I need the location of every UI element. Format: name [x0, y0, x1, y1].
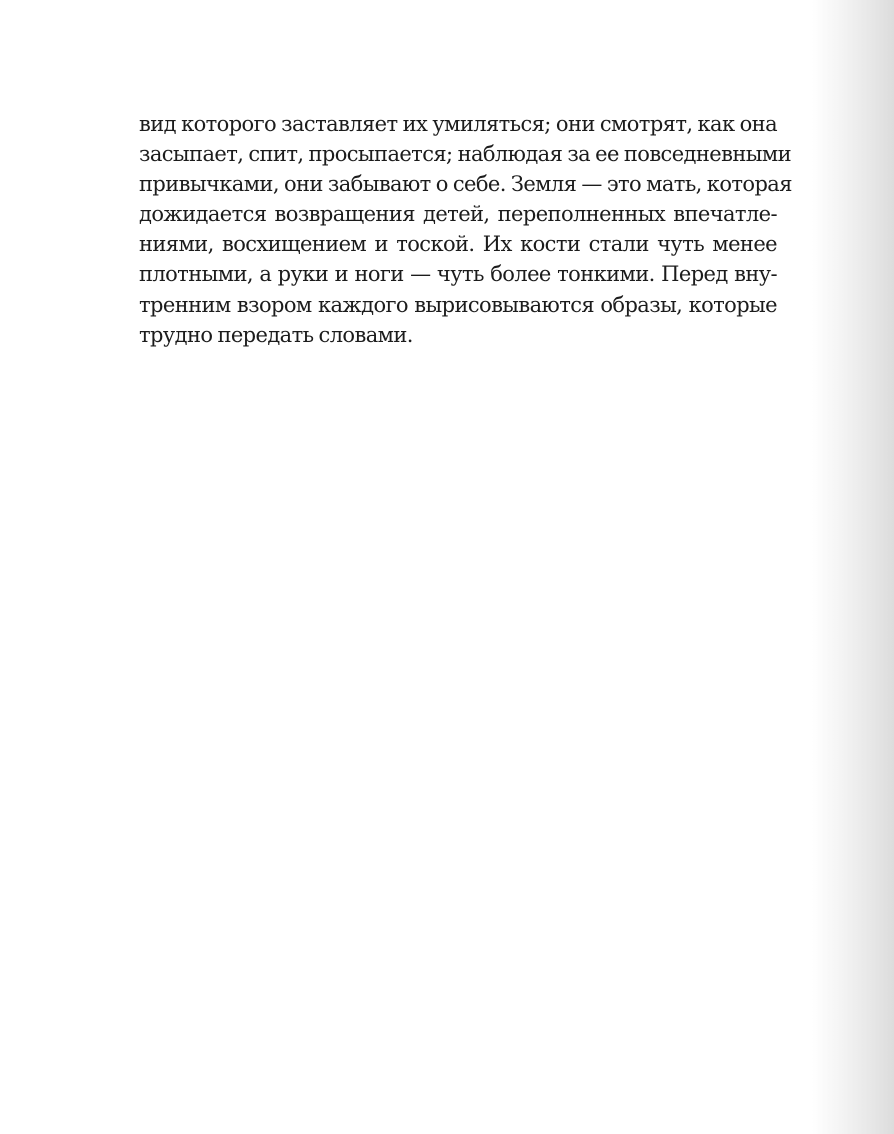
text-line: тренним взором каждого вырисовываются образы, которые [139, 292, 777, 317]
body-paragraph [139, 109, 792, 350]
text-line: засыпает, спит, просыпается; наблюдая за ее повседневными [139, 142, 791, 167]
text-line: вид которого заставляет их умиляться; они смотрят, как она [139, 112, 777, 136]
text-line: ниями, восхищением и тоской. Их кости стали чуть менее [139, 232, 777, 257]
text-line: привычками, они забывают о себе. Земля — это мать, которая [139, 172, 792, 197]
text-line-last: трудно передать словами. [139, 322, 413, 347]
text-line: дожидается возвращения детей, переполненных впечатле- [139, 202, 777, 227]
page-edge-shadow [812, 0, 894, 1134]
text-line: плотными, а руки и ноги — чуть более тонкими. Перед вну- [139, 262, 777, 287]
